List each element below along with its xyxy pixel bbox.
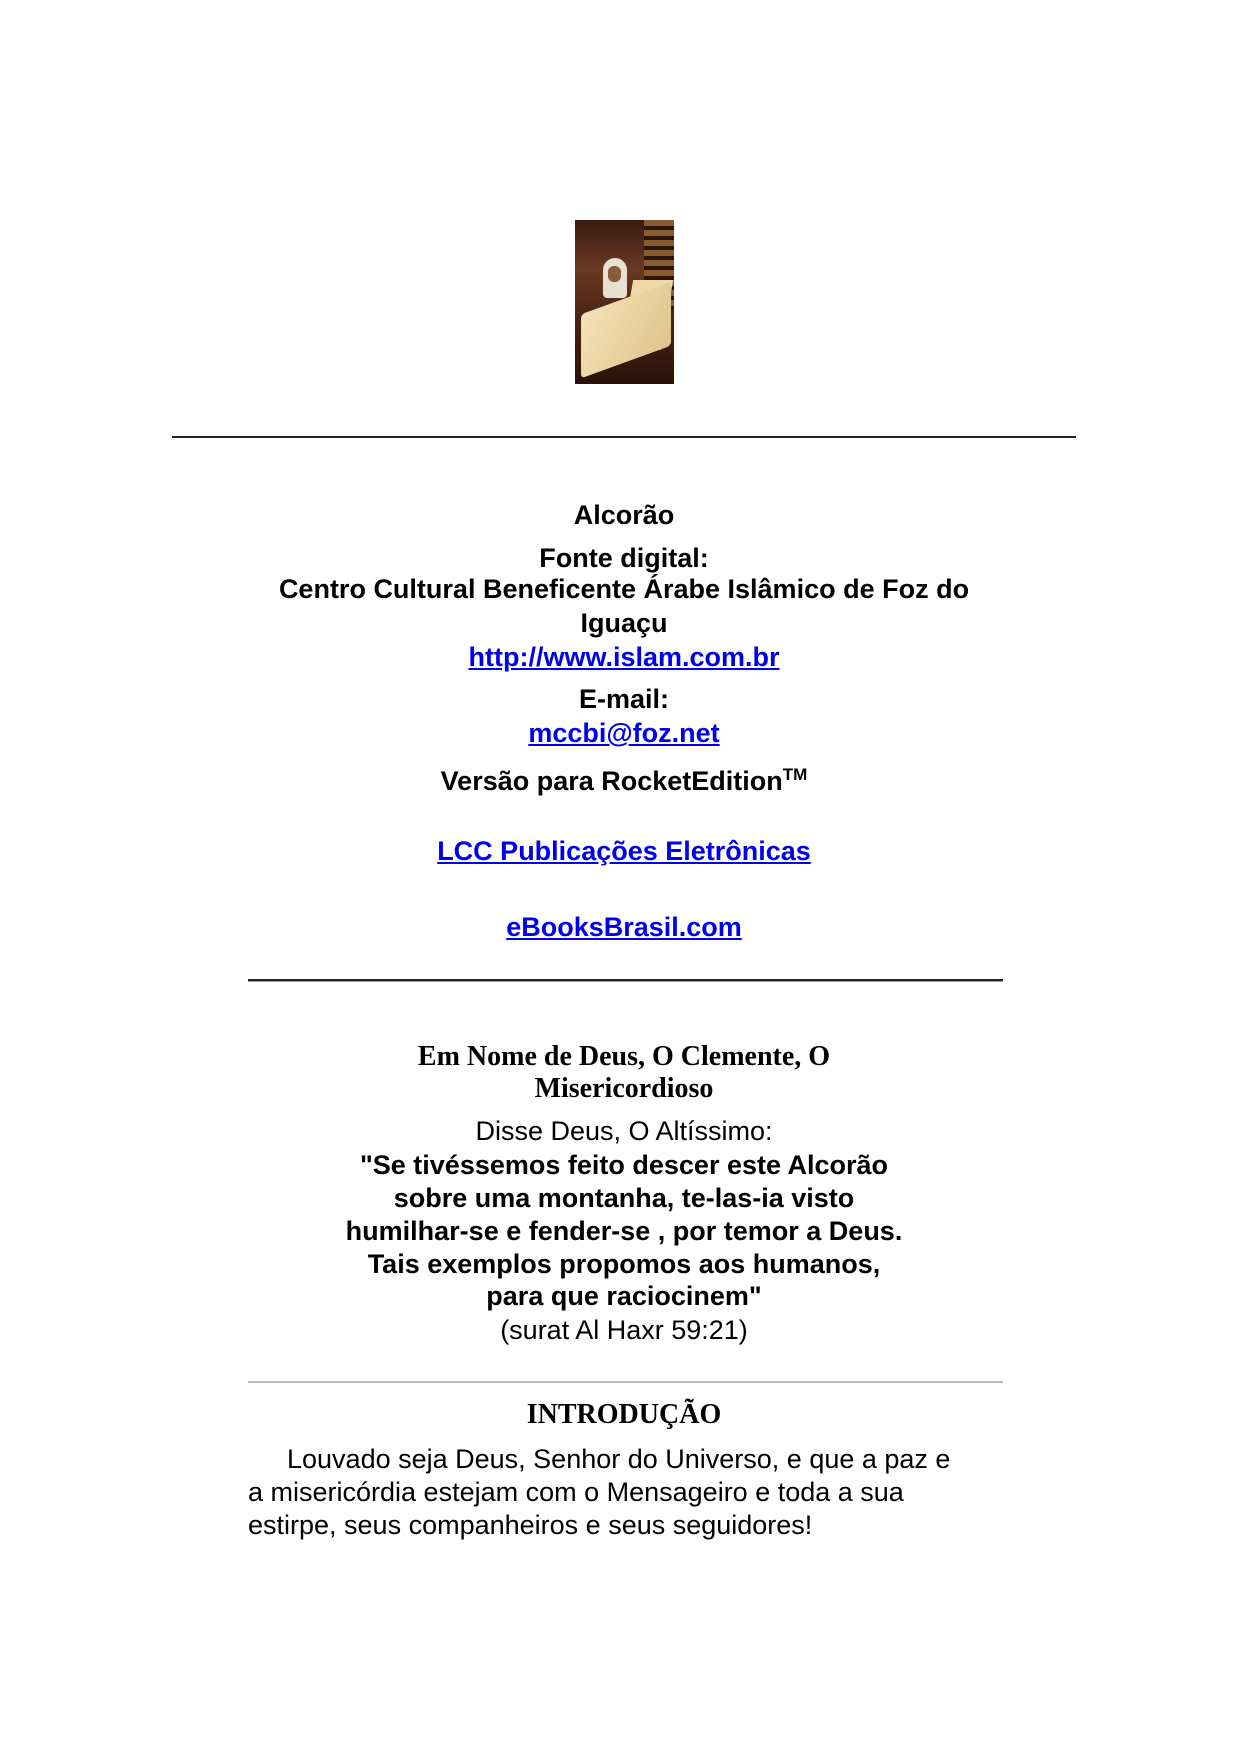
publisher-link[interactable]: LCC Publicações Eletrônicas xyxy=(437,836,811,866)
quote-line: "Se tivéssemos feito descer este Alcorão xyxy=(359,1150,889,1180)
website-link[interactable]: http://www.islam.com.br xyxy=(468,642,780,672)
ebooks-link[interactable]: eBooksBrasil.com xyxy=(506,912,742,942)
cover-photo-quran-reader xyxy=(575,220,674,384)
paragraph-line: a misericórdia estejam com o Mensageiro e toda a sua xyxy=(248,1477,904,1507)
source-name-line1: Centro Cultural Beneficente Árabe Islâmico de Foz do xyxy=(278,574,970,604)
reader-face xyxy=(608,266,621,282)
version-label: Versão para RocketEdition xyxy=(440,766,783,796)
quote-line: para que raciocinem" xyxy=(486,1281,762,1311)
introduction-heading: INTRODUÇÃO xyxy=(526,1399,722,1430)
invocation-line2: Misericordioso xyxy=(534,1073,714,1104)
quote-line: Tais exemplos propomos aos humanos, xyxy=(367,1249,881,1279)
divider-middle xyxy=(248,979,1003,982)
divider-bottom xyxy=(248,1381,1003,1383)
quote-citation: (surat Al Haxr 59:21) xyxy=(500,1315,748,1345)
source-name-line2: Iguaçu xyxy=(580,608,668,638)
email-label: E-mail: xyxy=(578,684,670,714)
invocation-line1: Em Nome de Deus, O Clemente, O xyxy=(417,1041,831,1072)
version-text xyxy=(172,759,1076,797)
source-label: Fonte digital: xyxy=(539,543,709,573)
trademark-mark: TM xyxy=(782,765,808,784)
quote-line: sobre uma montanha, te-las-ia visto xyxy=(393,1183,855,1213)
divider-top xyxy=(172,436,1076,438)
book-title: Alcorão xyxy=(573,500,675,530)
quote-intro: Disse Deus, O Altíssimo: xyxy=(475,1116,773,1146)
quote-line: humilhar-se e fender-se , por temor a Deus. xyxy=(345,1216,903,1246)
introduction-paragraph xyxy=(248,1443,1008,1542)
email-link[interactable]: mccbi@foz.net xyxy=(528,718,720,748)
paragraph-line: Louvado seja Deus, Senhor do Universo, e que a paz e xyxy=(287,1444,951,1474)
paragraph-line: estirpe, seus companheiros e seus seguidores! xyxy=(248,1510,813,1540)
